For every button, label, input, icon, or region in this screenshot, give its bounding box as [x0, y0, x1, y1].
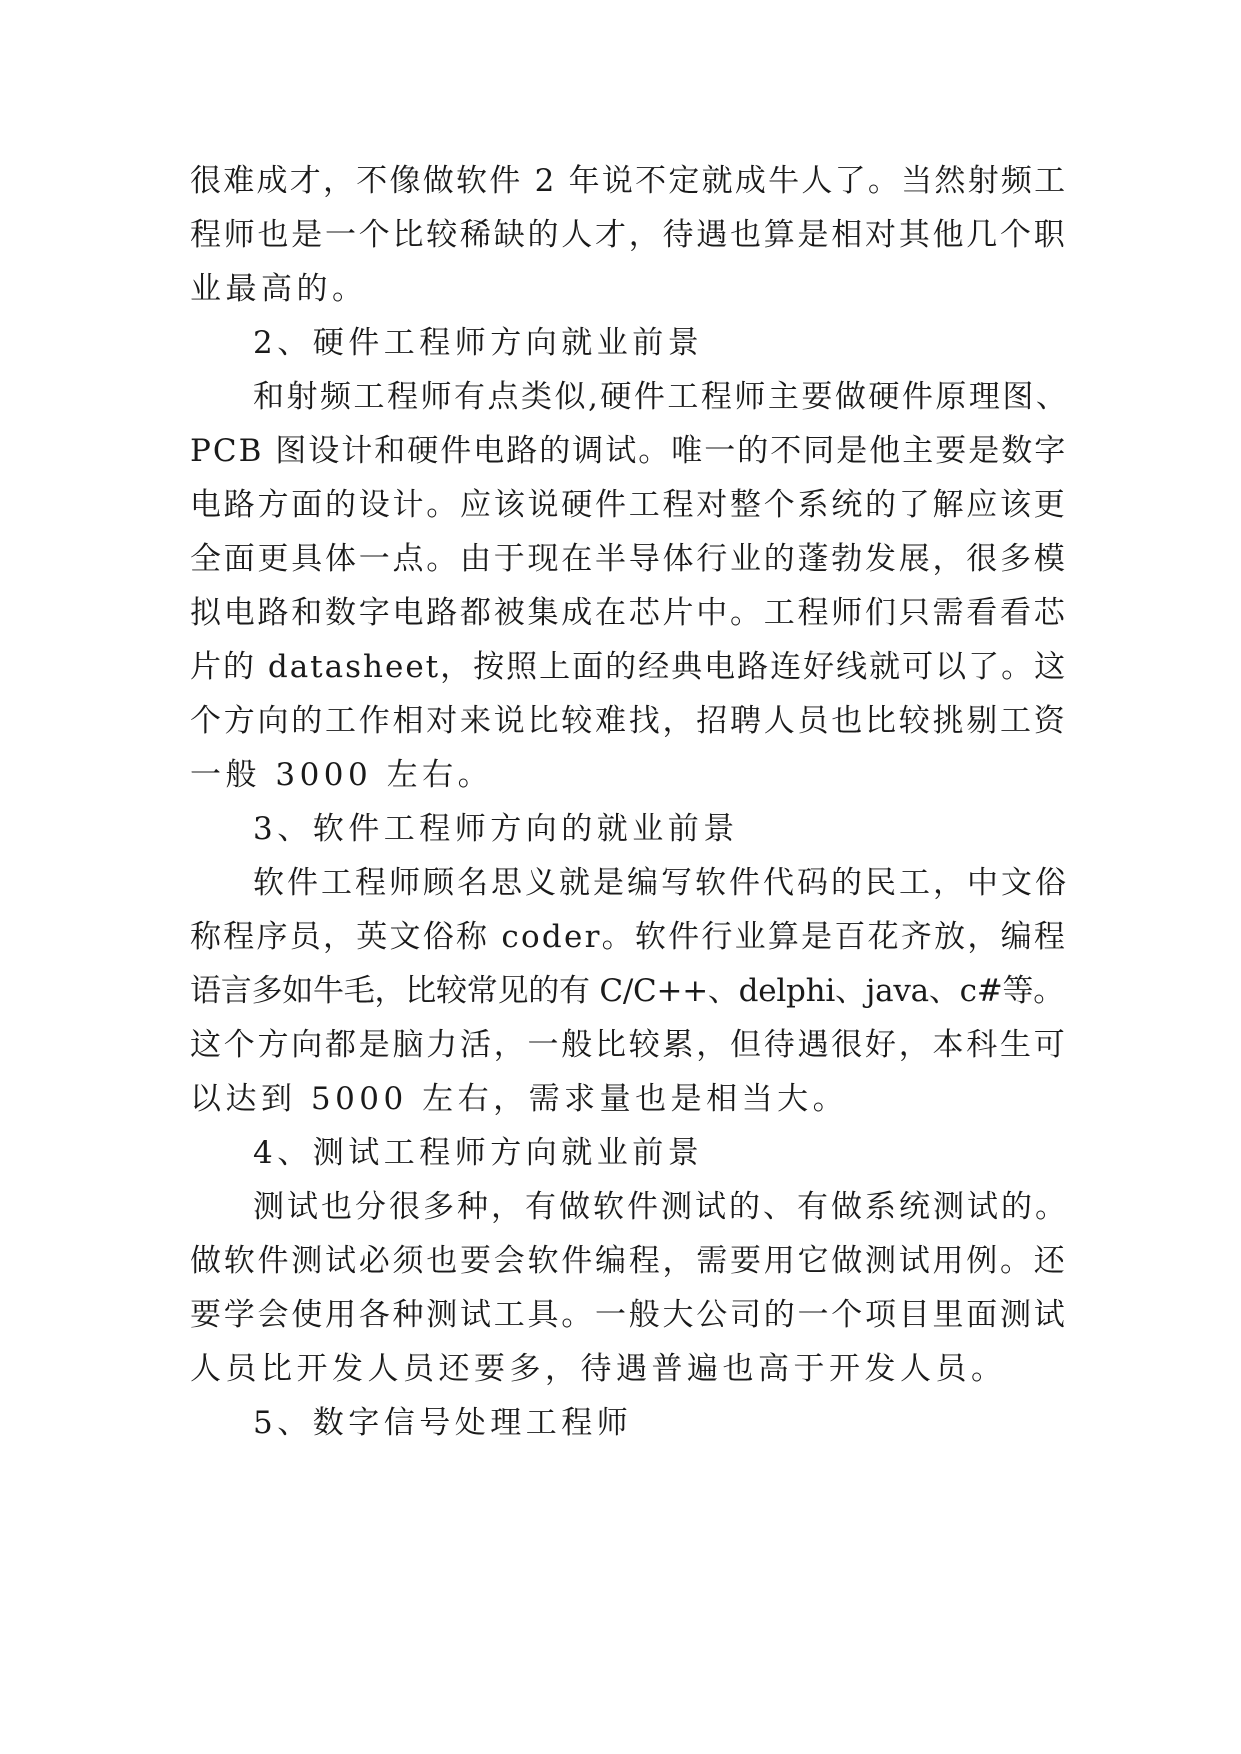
- body-text-line: 要学会使用各种测试工具。一般大公司的一个项目里面测试: [190, 1297, 1068, 1333]
- body-text-line: 人员比开发人员还要多，待遇普遍也高于开发人员。: [190, 1351, 1007, 1387]
- body-text-line: 个方向的工作相对来说比较难找，招聘人员也比较挑剔工资: [190, 703, 1068, 739]
- body-text-line: 做软件测试必须也要会软件编程，需要用它做测试用例。还: [190, 1243, 1068, 1279]
- body-text-line: 一般 3000 左右。: [190, 757, 494, 793]
- section-heading: 2、硬件工程师方向就业前景: [253, 325, 704, 361]
- body-text-line: 很难成才，不像做软件 2 年说不定就成牛人了。当然射频工: [190, 163, 1068, 199]
- body-text-line: 业最高的。: [190, 271, 368, 307]
- body-text-line: 片的 datasheet，按照上面的经典电路连好线就可以了。这: [190, 649, 1068, 685]
- body-text-line: 这个方向都是脑力活，一般比较累，但待遇很好，本科生可: [190, 1027, 1068, 1063]
- body-text-line: PCB 图设计和硬件电路的调试。唯一的不同是他主要是数字: [190, 433, 1068, 469]
- body-text-line: 语言多如牛毛，比较常见的有 C/C++、delphi、java、c#等。: [190, 973, 1064, 1009]
- body-text-line: 测试也分很多种，有做软件测试的、有做系统测试的。: [253, 1189, 1069, 1225]
- section-heading: 3、软件工程师方向的就业前景: [253, 811, 739, 847]
- body-text-line: 拟电路和数字电路都被集成在芯片中。工程师们只需看看芯: [190, 595, 1068, 631]
- body-text-line: 软件工程师顾名思义就是编写软件代码的民工，中文俗: [253, 865, 1069, 901]
- body-text-line: 电路方面的设计。应该说硬件工程对整个系统的了解应该更: [190, 487, 1068, 523]
- body-text-line: 和射频工程师有点类似,硬件工程师主要做硬件原理图、: [253, 379, 1070, 415]
- body-text-line: 以达到 5000 左右，需求量也是相当大。: [190, 1081, 849, 1117]
- body-text-line: 称程序员，英文俗称 coder。软件行业算是百花齐放，编程: [190, 919, 1068, 955]
- body-text-line: 程师也是一个比较稀缺的人才，待遇也算是相对其他几个职: [190, 217, 1068, 253]
- section-heading: 4、测试工程师方向就业前景: [253, 1135, 704, 1171]
- section-heading: 5、数字信号处理工程师: [253, 1405, 633, 1441]
- body-text-line: 全面更具体一点。由于现在半导体行业的蓬勃发展，很多模: [190, 541, 1068, 577]
